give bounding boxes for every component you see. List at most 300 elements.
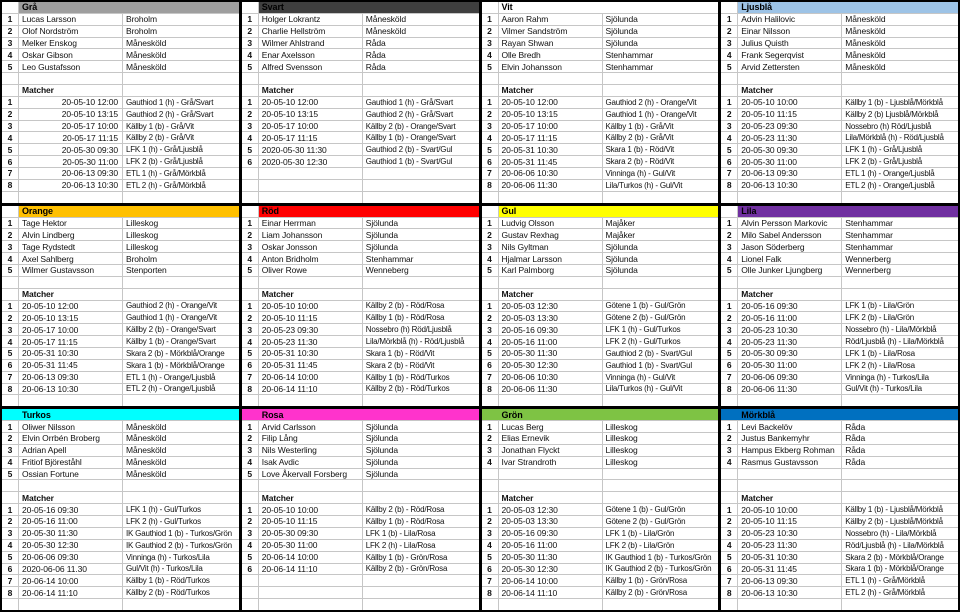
player-row bbox=[721, 253, 958, 265]
match-number: 3 bbox=[482, 324, 499, 335]
player-row bbox=[2, 445, 239, 457]
player-name: Elvin Johansson bbox=[499, 61, 603, 72]
matcher-header-fill-cell bbox=[363, 492, 479, 503]
player-name: Rayan Shwan bbox=[499, 38, 603, 49]
spacer-cell bbox=[242, 192, 259, 203]
player-number: 1 bbox=[482, 421, 499, 432]
match-row bbox=[242, 97, 479, 109]
player-name: Liam Johansson bbox=[259, 229, 363, 240]
spacer-cell bbox=[123, 73, 239, 84]
team-panel-orange bbox=[2, 206, 239, 407]
player-club: Sjölunda bbox=[365, 241, 399, 252]
spacer-cell bbox=[259, 480, 363, 491]
match-row bbox=[482, 312, 719, 324]
match-description: Källby 1 (b) - Röd/Turkos bbox=[126, 576, 210, 586]
matcher-header-fill-cell bbox=[842, 492, 958, 503]
match-description: Skara 2 (b) - Mörkblå/Orange bbox=[845, 552, 944, 562]
player-row bbox=[242, 38, 479, 50]
match-row bbox=[242, 144, 479, 156]
match-number: 5 bbox=[721, 552, 738, 563]
match-datetime: 20-05-31 11:45 bbox=[259, 360, 363, 371]
player-number: 1 bbox=[482, 14, 499, 25]
match-description: LFK 1 (h) - Gul/Turkos bbox=[605, 325, 681, 335]
match-description: Skara 1 (b) - Röd/Vit bbox=[365, 348, 435, 358]
matcher-header-row bbox=[721, 85, 958, 97]
player-number: 3 bbox=[2, 38, 19, 49]
match-description: Gauthiod 1 (h) - Orange/Vit bbox=[126, 313, 217, 323]
player-name: Vilmer Sandström bbox=[499, 26, 603, 37]
match-description: Nossebro (h) Röd/Ljusblå bbox=[365, 325, 452, 335]
match-number: 2 bbox=[482, 516, 499, 527]
match-datetime: 20-06-06 11:30 bbox=[499, 384, 603, 395]
match-number: 3 bbox=[721, 324, 738, 335]
matcher-header-number-cell bbox=[242, 289, 259, 300]
player-row bbox=[482, 433, 719, 445]
match-description: Gauthiod 2 (h) - Orange/Vit bbox=[605, 97, 697, 107]
player-row bbox=[482, 445, 719, 457]
match-row bbox=[482, 348, 719, 360]
player-number: 5 bbox=[2, 265, 19, 276]
match-description: ETL 1 (h) - Orange/Ljusblå bbox=[845, 168, 935, 178]
match-number: 5 bbox=[242, 144, 259, 155]
player-row bbox=[242, 241, 479, 253]
player-row bbox=[242, 457, 479, 469]
player-number: 3 bbox=[242, 241, 259, 252]
match-description: Nossebro (h) - Lila/Mörkblå bbox=[845, 325, 937, 335]
match-datetime: 20-05-30 09:30 bbox=[259, 528, 363, 539]
blank-row bbox=[2, 277, 239, 289]
match-number: 7 bbox=[482, 575, 499, 586]
match-number: 7 bbox=[721, 575, 738, 586]
team-header-number-cell bbox=[242, 206, 259, 217]
player-name: Hampus Ekberg Rohman bbox=[738, 445, 842, 456]
blank-row bbox=[482, 480, 719, 492]
match-datetime: 20-05-10 11:15 bbox=[738, 109, 842, 120]
match-datetime: 20-05-23 11:30 bbox=[738, 132, 842, 143]
match-description: Källby 2 (b) - Grå/Vit bbox=[126, 133, 194, 143]
team-header-fill-cell bbox=[363, 409, 479, 420]
spacer-cell bbox=[363, 480, 479, 491]
player-club: Råda bbox=[845, 421, 866, 432]
match-description: Källby 2 (b) - Röd/Turkos bbox=[126, 588, 210, 598]
match-row bbox=[242, 301, 479, 313]
player-club bbox=[603, 469, 719, 480]
player-name: Oskar Gibson bbox=[19, 49, 123, 60]
player-club: Sjölunda bbox=[365, 469, 399, 480]
team-header-fill-cell bbox=[123, 206, 239, 217]
spacer-cell bbox=[123, 395, 239, 406]
match-number: 7 bbox=[721, 372, 738, 383]
player-number: 1 bbox=[482, 218, 499, 229]
match-number: 2 bbox=[482, 109, 499, 120]
match-number: 8 bbox=[482, 587, 499, 598]
match-datetime: 20-05-30 12:30 bbox=[499, 564, 603, 575]
match-number: 2 bbox=[242, 109, 259, 120]
player-name: Wilmer Gustavsson bbox=[19, 265, 123, 276]
player-name: Tage Rydstedt bbox=[19, 241, 123, 252]
match-datetime: 20-05-16 09:30 bbox=[499, 324, 603, 335]
blank-row bbox=[242, 599, 479, 610]
match-description: Gauthiod 1 (h) - Orange/Vit bbox=[605, 109, 697, 119]
player-row bbox=[2, 469, 239, 481]
spacer-cell bbox=[242, 599, 259, 610]
player-row bbox=[721, 433, 958, 445]
match-datetime: 20-05-10 10:00 bbox=[259, 504, 363, 515]
match-number: 1 bbox=[242, 301, 259, 312]
spacer-cell bbox=[482, 395, 499, 406]
match-number: 6 bbox=[242, 564, 259, 575]
spacer-cell bbox=[842, 480, 958, 491]
match-datetime: 20-06-06 10:30 bbox=[499, 168, 603, 179]
blank-row bbox=[242, 480, 479, 492]
match-row bbox=[242, 324, 479, 336]
player-club: Månesköld bbox=[845, 26, 886, 37]
match-row bbox=[482, 552, 719, 564]
match-description: Röd/Ljusblå (h) - Lila/Mörkblå bbox=[845, 540, 944, 550]
player-number: 1 bbox=[721, 14, 738, 25]
team-panel-rod bbox=[242, 206, 479, 407]
player-row bbox=[482, 218, 719, 230]
spacer-cell bbox=[19, 480, 123, 491]
match-description: Vinninga (h) - Gul/Vit bbox=[605, 372, 676, 382]
match-description: Lila/Mörkblå (h) - Röd/Ljusblå bbox=[365, 337, 465, 347]
match-datetime: 20-05-23 09:30 bbox=[259, 324, 363, 335]
match-number: 4 bbox=[2, 540, 19, 551]
match-row bbox=[242, 348, 479, 360]
match-row bbox=[2, 587, 239, 599]
team-header-fill-cell bbox=[123, 409, 239, 420]
match-description: Gauthiod 2 (h) - Grå/Svart bbox=[365, 109, 454, 119]
matcher-header-fill-cell bbox=[363, 289, 479, 300]
blank-row bbox=[2, 73, 239, 85]
match-datetime: 20-05-16 09:30 bbox=[19, 504, 123, 515]
team-name: Svart bbox=[259, 2, 363, 13]
match-description: Källby 1 (b) - Röd/Rosa bbox=[365, 516, 445, 526]
player-row bbox=[721, 26, 958, 38]
spacer-cell bbox=[499, 395, 603, 406]
team-header-fill-cell bbox=[842, 2, 958, 13]
team-header-row bbox=[721, 2, 958, 14]
player-number: 4 bbox=[482, 49, 499, 60]
match-row bbox=[2, 360, 239, 372]
match-datetime: 20-05-17 10:00 bbox=[19, 121, 123, 132]
matcher-header-fill-cell bbox=[603, 289, 719, 300]
match-number: 4 bbox=[721, 132, 738, 143]
match-row bbox=[721, 348, 958, 360]
matcher-header-fill-cell bbox=[603, 85, 719, 96]
match-row bbox=[721, 372, 958, 384]
match-datetime: 20-05-31 10:30 bbox=[499, 144, 603, 155]
player-club: Sjölunda bbox=[605, 253, 638, 264]
matcher-label: Matcher bbox=[499, 289, 603, 300]
match-description bbox=[363, 168, 479, 179]
matcher-label: Matcher bbox=[499, 85, 603, 96]
team-header-row bbox=[482, 2, 719, 14]
match-description: Källby 1 (b) - Ljusblå/Mörkblå bbox=[845, 97, 943, 107]
player-number: 2 bbox=[721, 433, 738, 444]
player-row bbox=[721, 14, 958, 26]
player-row bbox=[2, 26, 239, 38]
match-row bbox=[721, 587, 958, 599]
team-header-row bbox=[2, 409, 239, 421]
player-name: Adrian Apell bbox=[19, 445, 123, 456]
player-number: 1 bbox=[2, 421, 19, 432]
player-club: Stenhammar bbox=[365, 253, 414, 264]
match-datetime: 20-05-10 13:15 bbox=[499, 109, 603, 120]
match-number: 4 bbox=[2, 132, 19, 143]
match-datetime: 20-05-17 11:15 bbox=[499, 132, 603, 143]
match-description: ETL 1 (h) - Grå/Mörkblå bbox=[845, 576, 925, 586]
match-number: 4 bbox=[2, 336, 19, 347]
match-description: Källby 1 (b) - Ljusblå/Mörkblå bbox=[845, 505, 943, 515]
player-name: Gustav Rexhag bbox=[499, 229, 603, 240]
match-number: 6 bbox=[482, 156, 499, 167]
match-row bbox=[721, 540, 958, 552]
player-club: Råda bbox=[365, 61, 386, 72]
player-name: Lionel Falk bbox=[738, 253, 842, 264]
player-club: Stenporten bbox=[126, 265, 167, 276]
spacer-cell bbox=[603, 599, 719, 610]
match-row bbox=[2, 552, 239, 564]
match-description: Källby 2 (b) - Ljusblå/Mörkblå bbox=[845, 516, 943, 526]
team-name: Lila bbox=[738, 206, 842, 217]
match-datetime: 20-05-10 12:00 bbox=[19, 301, 123, 312]
match-datetime: 20-05-10 13:15 bbox=[259, 109, 363, 120]
match-row bbox=[2, 97, 239, 109]
player-name: Love Åkervall Forsberg bbox=[259, 469, 363, 480]
match-row bbox=[721, 552, 958, 564]
match-row bbox=[482, 144, 719, 156]
match-number: 3 bbox=[721, 528, 738, 539]
player-name bbox=[738, 469, 842, 480]
team-header-number-cell bbox=[2, 206, 19, 217]
blank-row bbox=[2, 480, 239, 492]
match-row bbox=[242, 156, 479, 168]
matcher-header-fill-cell bbox=[123, 85, 239, 96]
player-club: Stenhammar bbox=[605, 61, 654, 72]
player-number: 2 bbox=[242, 26, 259, 37]
match-number: 4 bbox=[242, 336, 259, 347]
team-name: Gul bbox=[499, 206, 603, 217]
match-datetime: 20-06-14 10:00 bbox=[259, 372, 363, 383]
match-description: Nossebro (h) - Lila/Mörkblå bbox=[845, 528, 937, 538]
match-number: 8 bbox=[721, 587, 738, 598]
match-description: Källby 1 (b) - Grön/Rosa bbox=[605, 576, 687, 586]
player-club: Lilleskog bbox=[605, 433, 638, 444]
player-row bbox=[2, 241, 239, 253]
spacer-cell bbox=[123, 480, 239, 491]
player-name: Arvid Carlsson bbox=[259, 421, 363, 432]
match-row bbox=[482, 180, 719, 192]
spacer-cell bbox=[259, 599, 363, 610]
player-name: Justus Bankemyhr bbox=[738, 433, 842, 444]
player-row bbox=[242, 26, 479, 38]
matcher-label: Matcher bbox=[259, 85, 363, 96]
team-header-row bbox=[242, 2, 479, 14]
match-datetime: 20-05-17 11:15 bbox=[19, 336, 123, 347]
spacer-cell bbox=[603, 277, 719, 288]
player-number bbox=[482, 469, 499, 480]
team-header-number-cell bbox=[242, 409, 259, 420]
spacer-cell bbox=[603, 395, 719, 406]
match-number: 8 bbox=[2, 180, 19, 191]
match-number: 2 bbox=[242, 516, 259, 527]
player-row bbox=[482, 421, 719, 433]
team-header-number-cell bbox=[2, 2, 19, 13]
match-description: LFK 1 (b) - Lila/Grön bbox=[845, 301, 914, 311]
player-club: Sjölunda bbox=[605, 265, 638, 276]
match-datetime: 20-06-14 11:10 bbox=[259, 384, 363, 395]
matcher-header-fill-cell bbox=[123, 289, 239, 300]
match-number: 3 bbox=[242, 121, 259, 132]
matcher-header-number-cell bbox=[242, 85, 259, 96]
spacer-cell bbox=[259, 192, 363, 203]
team-panel-ljusbla bbox=[721, 2, 958, 203]
player-club: Broholm bbox=[126, 253, 157, 264]
match-number: 3 bbox=[2, 121, 19, 132]
team-header-number-cell bbox=[721, 2, 738, 13]
player-row bbox=[2, 14, 239, 26]
team-header-row bbox=[2, 2, 239, 14]
spacer-cell bbox=[738, 192, 842, 203]
player-name: Elias Ernevik bbox=[499, 433, 603, 444]
match-datetime: 20-06-13 09:30 bbox=[19, 168, 123, 179]
match-datetime: 20-05-23 11:30 bbox=[738, 336, 842, 347]
match-description: LFK 2 (b) - Lila/Grön bbox=[845, 313, 914, 323]
spacer-cell bbox=[721, 395, 738, 406]
spacer-cell bbox=[259, 73, 363, 84]
player-number: 2 bbox=[2, 433, 19, 444]
player-row bbox=[721, 49, 958, 61]
match-description: ETL 1 (h) - Orange/Ljusblå bbox=[126, 372, 216, 382]
spacer-cell bbox=[363, 192, 479, 203]
player-row bbox=[482, 265, 719, 277]
match-row bbox=[2, 180, 239, 192]
player-club: Månesköld bbox=[126, 421, 167, 432]
player-number: 2 bbox=[721, 229, 738, 240]
match-row bbox=[482, 372, 719, 384]
match-row bbox=[2, 516, 239, 528]
match-datetime: 20-05-23 10:30 bbox=[738, 324, 842, 335]
match-datetime: 20-06-13 09:30 bbox=[738, 575, 842, 586]
match-number: 1 bbox=[482, 97, 499, 108]
spacer-cell bbox=[499, 192, 603, 203]
match-number: 2 bbox=[2, 312, 19, 323]
match-row bbox=[242, 372, 479, 384]
blank-row bbox=[482, 192, 719, 203]
match-number: 1 bbox=[482, 301, 499, 312]
player-number: 4 bbox=[242, 457, 259, 468]
match-description: LFK 2 (h) - Lila/Rosa bbox=[365, 540, 436, 550]
player-club: Sjölunda bbox=[365, 433, 399, 444]
matcher-label: Matcher bbox=[499, 492, 603, 503]
team-panel-lila bbox=[721, 206, 958, 407]
match-row bbox=[721, 528, 958, 540]
match-row bbox=[2, 564, 239, 576]
match-description: Vinninga (h) - Turkos/Lila bbox=[126, 552, 210, 562]
player-club: Wenneberg bbox=[365, 265, 409, 276]
player-club: Sjölunda bbox=[605, 14, 638, 25]
match-number: 6 bbox=[2, 564, 19, 575]
match-datetime: 2020-06-06 11.30 bbox=[19, 564, 123, 575]
spacer-cell bbox=[259, 395, 363, 406]
match-datetime: 20-05-16 11:00 bbox=[499, 336, 603, 347]
match-number: 1 bbox=[2, 301, 19, 312]
match-description: Källby 2 (b) - Grön/Rosa bbox=[365, 564, 448, 574]
player-club: Lilleskog bbox=[126, 229, 159, 240]
match-description: Lila/Mörkblå (h) - Röd/Ljusblå bbox=[845, 133, 944, 143]
team-header-row bbox=[721, 206, 958, 218]
match-description bbox=[363, 180, 479, 191]
spacer-cell bbox=[603, 73, 719, 84]
match-number: 6 bbox=[242, 156, 259, 167]
match-description: Lila/Turkos (h) - Gul/Vit bbox=[605, 384, 683, 394]
match-number: 7 bbox=[2, 168, 19, 179]
team-header-number-cell bbox=[242, 2, 259, 13]
player-name: Arvid Zettersten bbox=[738, 61, 842, 72]
match-description: Källby 2 (b) - Röd/Turkos bbox=[365, 384, 450, 394]
match-row bbox=[2, 540, 239, 552]
match-number: 5 bbox=[721, 144, 738, 155]
team-panel-gron bbox=[482, 409, 719, 610]
player-number: 3 bbox=[721, 38, 738, 49]
match-datetime: 20-05-10 13:15 bbox=[19, 109, 123, 120]
match-datetime: 20-05-10 12:00 bbox=[259, 97, 363, 108]
match-row bbox=[2, 324, 239, 336]
match-number: 2 bbox=[721, 109, 738, 120]
player-number: 1 bbox=[242, 218, 259, 229]
match-row bbox=[721, 180, 958, 192]
matcher-header-number-cell bbox=[242, 492, 259, 503]
match-datetime: 20-05-03 12:30 bbox=[499, 301, 603, 312]
player-number: 2 bbox=[482, 229, 499, 240]
match-description: LFK 2 (h) - Gul/Turkos bbox=[126, 516, 201, 526]
team-panel-turkos bbox=[2, 409, 239, 610]
blank-row bbox=[482, 73, 719, 85]
team-name: Vit bbox=[499, 2, 603, 13]
match-number: 1 bbox=[721, 97, 738, 108]
match-datetime: 20-05-10 10:00 bbox=[738, 97, 842, 108]
match-row bbox=[721, 336, 958, 348]
match-datetime: 20-05-23 11:30 bbox=[259, 336, 363, 347]
match-description: Gauthiod 1 (b) - Svart/Gul bbox=[605, 360, 692, 370]
matcher-header-number-cell bbox=[482, 492, 499, 503]
match-datetime: 20-06-14 11:10 bbox=[499, 587, 603, 598]
player-row bbox=[2, 229, 239, 241]
player-number: 4 bbox=[482, 253, 499, 264]
matcher-header-fill-cell bbox=[603, 492, 719, 503]
matcher-label: Matcher bbox=[259, 492, 363, 503]
player-club: Lilleskog bbox=[126, 217, 159, 228]
player-club: Råda bbox=[365, 49, 386, 60]
match-description: Skara 1 (b) - Mörkblå/Orange bbox=[126, 360, 225, 370]
match-datetime: 20-06-13 09:30 bbox=[738, 168, 842, 179]
match-description: Källby 1 (b) - Orange/Svart bbox=[126, 337, 216, 347]
player-row bbox=[242, 229, 479, 241]
team-header-fill-cell bbox=[842, 206, 958, 217]
match-datetime: 20-05-17 11:15 bbox=[259, 132, 363, 143]
match-number: 7 bbox=[242, 372, 259, 383]
match-datetime: 20-05-10 11:15 bbox=[259, 516, 363, 527]
match-number: 2 bbox=[482, 312, 499, 323]
match-number: 3 bbox=[242, 324, 259, 335]
player-name: Holger Lokrantz bbox=[259, 14, 363, 25]
player-row bbox=[242, 433, 479, 445]
player-club: Råda bbox=[845, 457, 866, 468]
player-number: 1 bbox=[242, 421, 259, 432]
match-number: 4 bbox=[242, 540, 259, 551]
spacer-cell bbox=[482, 599, 499, 610]
